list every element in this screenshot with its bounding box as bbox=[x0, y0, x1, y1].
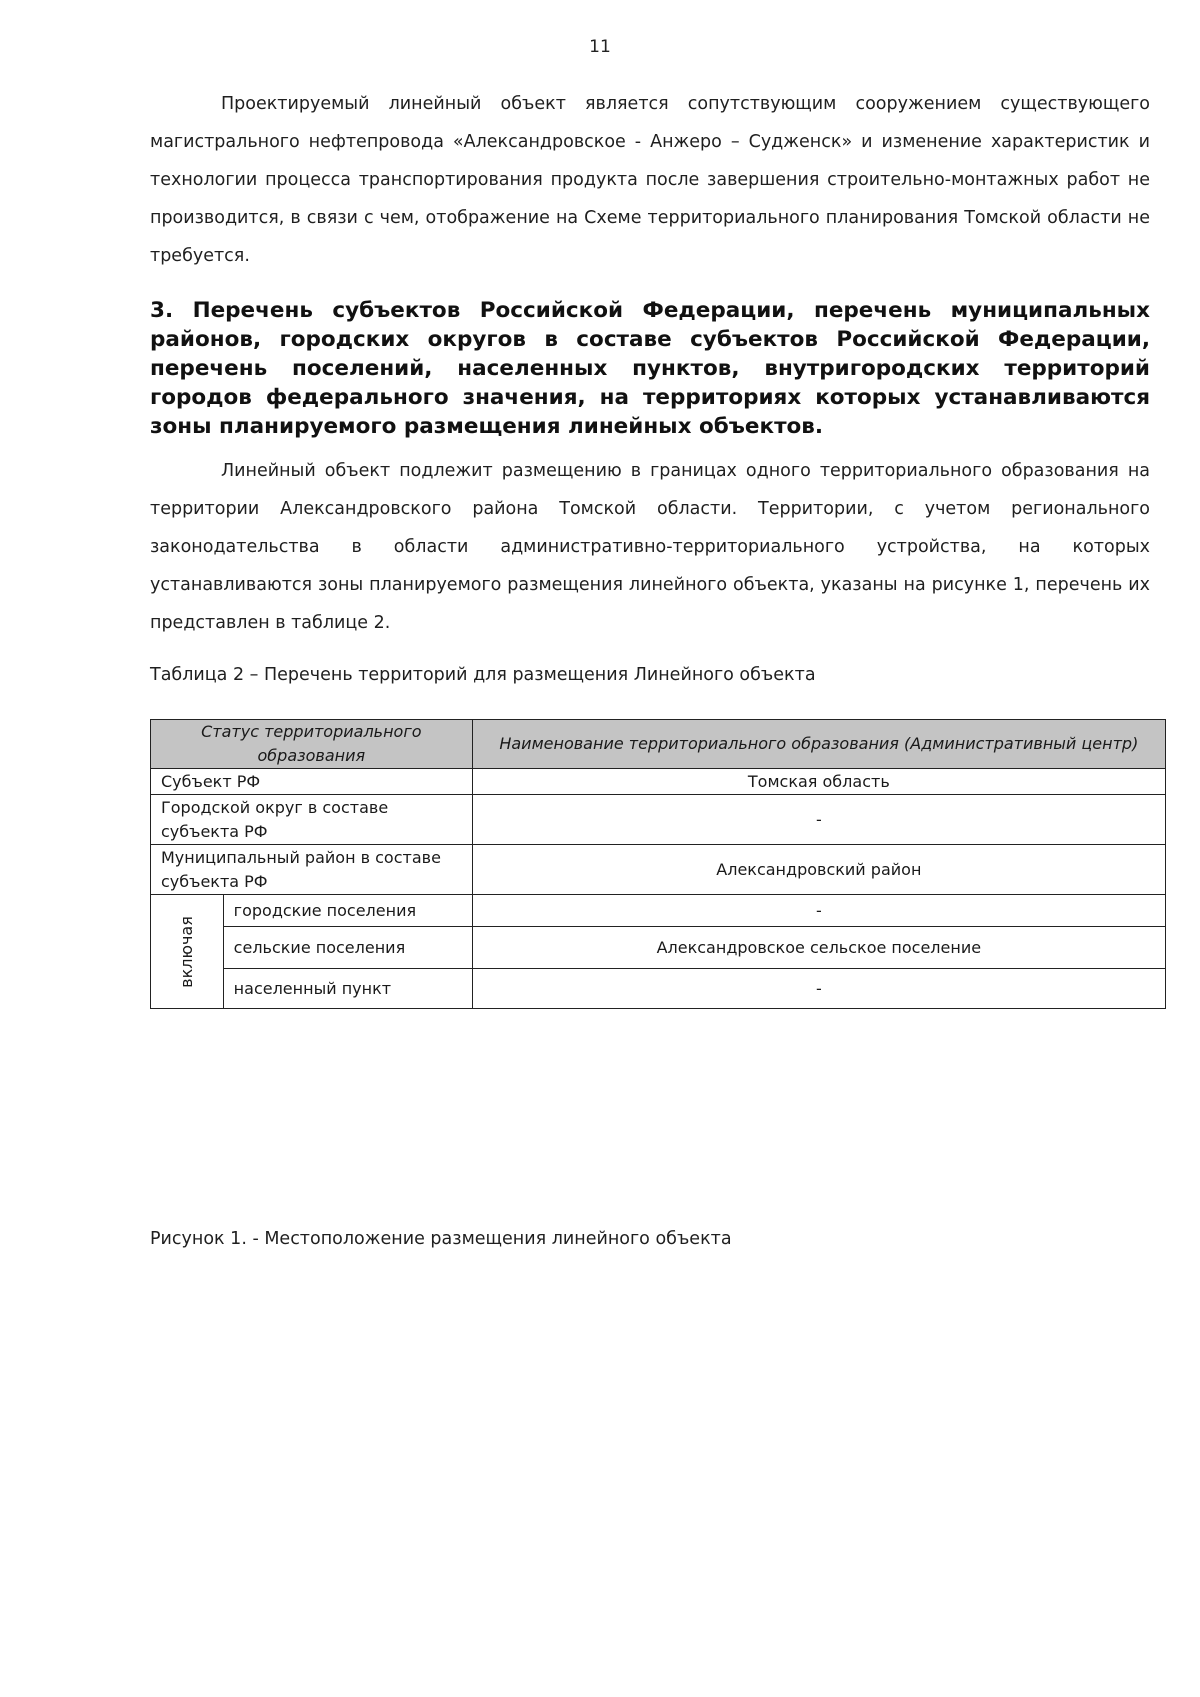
row-status-subject: Субъект РФ bbox=[151, 769, 473, 795]
table-row bbox=[151, 895, 1166, 927]
header-status: Статус территориального образования bbox=[151, 720, 473, 769]
section-heading: 3. Перечень субъектов Российской Федерации, перечень муниципальных районов, городских округов в составе субъектов Российской Федерации, перечень поселений, населенных пунктов, внутригородских территорий городов федерального значения, на территориях которых устанавливаются зоны планируемого размещения линейных объектов. bbox=[150, 298, 1150, 439]
page-number: 11 bbox=[589, 37, 611, 57]
header-name: Наименование территориального образования (Административный центр) bbox=[472, 720, 1165, 769]
figure-caption: Рисунок 1. - Местоположение размещения линейного объекта bbox=[150, 1229, 732, 1249]
row-name-urban-settlements: - bbox=[472, 895, 1165, 927]
territories-table bbox=[150, 719, 1166, 1009]
table-caption: Таблица 2 – Перечень территорий для размещения Линейного объекта bbox=[150, 665, 816, 685]
row-status-city-district: Городской округ в составе субъекта РФ bbox=[151, 795, 473, 845]
row-name-locality: - bbox=[472, 969, 1165, 1009]
including-label: включая bbox=[176, 915, 196, 988]
placement-paragraph: Линейный объект подлежит размещению в границах одного территориального образования на территории Александровского района Томской области. Территории, с учетом регионального законодательства в области административно-территориального устройства, на которых устанавливаются зоны планируемого размещения линейного объекта, указаны на рисунке 1, перечень их представлен в таблице 2. bbox=[150, 461, 1150, 633]
row-status-rural-settlements: сельские поселения bbox=[223, 927, 472, 969]
row-name-rural-settlements: Александровское сельское поселение bbox=[472, 927, 1165, 969]
table-row bbox=[151, 969, 1166, 1009]
row-name-subject: Томская область bbox=[472, 769, 1165, 795]
row-name-city-district: - bbox=[472, 795, 1165, 845]
table-row bbox=[151, 927, 1166, 969]
intro-paragraph: Проектируемый линейный объект является сопутствующим сооружением существующего магистрального нефтепровода «Александровское - Анжеро – Судженск» и изменение характеристик и технологии процесса транспортирования продукта после завершения строительно-монтажных работ не производится, в связи с чем, отображение на Схеме территориального планирования Томской области не требуется. bbox=[150, 94, 1150, 266]
row-status-locality: населенный пункт bbox=[223, 969, 472, 1009]
row-name-municipal-district: Александровский район bbox=[472, 845, 1165, 895]
row-status-municipal-district: Муниципальный район в составе субъекта РФ bbox=[151, 845, 473, 895]
table-header-row bbox=[151, 720, 1166, 769]
table-row bbox=[151, 769, 1166, 795]
table-row bbox=[151, 795, 1166, 845]
including-label-cell bbox=[151, 895, 224, 1009]
row-status-urban-settlements: городские поселения bbox=[223, 895, 472, 927]
table-row bbox=[151, 845, 1166, 895]
